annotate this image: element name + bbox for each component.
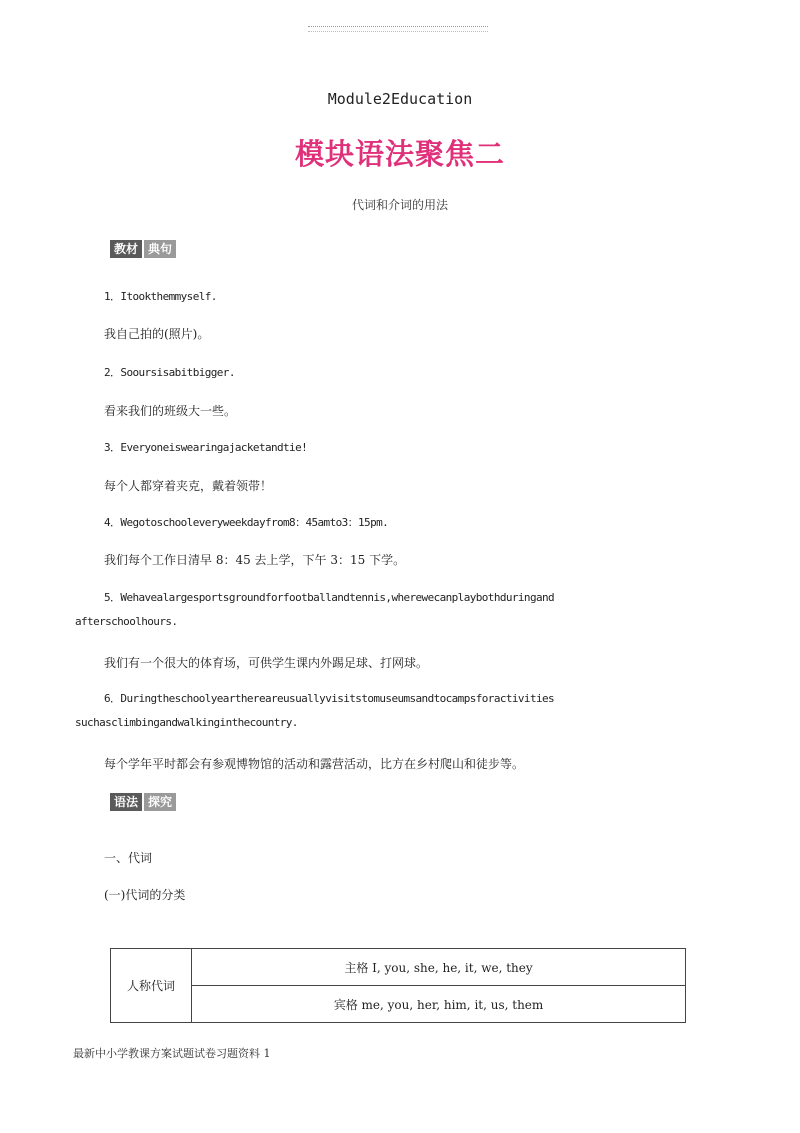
sentence-3-en: 3．Everyoneiswearingajacketandtie! (104, 441, 308, 454)
sentence-1-en: 1．Itookthemmyself. (104, 290, 217, 303)
sentence-5-zh: 我们有一个很大的体育场，可供学生课内外踢足球、打网球。 (104, 656, 429, 670)
sentence-2-en: 2．Sooursisabitbigger. (104, 366, 235, 379)
tag-part-1: 语法 (110, 793, 142, 811)
page-footer: 最新中小学教课方案试题试卷习题资料 1 (73, 1047, 271, 1060)
sentence-5-en-cont: afterschoolhours. (75, 615, 178, 628)
tag-part-2: 典句 (144, 240, 176, 258)
table-row (111, 986, 686, 1023)
sentence-2-zh: 看来我们的班级大一些。 (104, 404, 237, 418)
table-cell-objective: 宾格 me, you, her, him, it, us, them (192, 986, 686, 1023)
pronoun-table (110, 948, 686, 1023)
top-rule (308, 26, 488, 32)
sentence-1-zh: 我自己拍的(照片)。 (104, 327, 210, 341)
sentence-5-en: 5．Wehavealargesportsgroundforfootballandtennis,wherewecanplaybothduringand (104, 591, 555, 604)
grammar-subheading: (一)代词的分类 (104, 888, 186, 902)
sentence-6-en-cont: suchasclimbingandwalkinginthecountry. (75, 716, 298, 729)
sentence-6-zh: 每个学年平时都会有参观博物馆的活动和露营活动，比方在乡村爬山和徒步等。 (104, 757, 525, 771)
main-title: 模块语法聚焦二 (294, 137, 505, 171)
sentence-6-en: 6．Duringtheschoolyeartherearеusuallyvisitstomuseumsandtocampsforactivities (104, 692, 555, 705)
sentence-3-zh: 每个人都穿着夹克，戴着领带！ (104, 479, 273, 493)
textbook-sentences-tag (110, 240, 176, 258)
module-title: Module2Education (327, 90, 473, 108)
grammar-exploration-tag (110, 793, 176, 811)
sentence-4-zh: 我们每个工作日清早 8：45 去上学，下午 3：15 下学。 (104, 553, 406, 567)
sentence-4-en: 4．Wegotoschooleveryweekdayfrom8：45amto3：15pm. (104, 516, 389, 529)
table-category: 人称代词 (111, 949, 192, 1023)
subtitle: 代词和介词的用法 (351, 198, 448, 212)
table-cell-subjective: 主格 I, you, she, he, it, we, they (192, 949, 686, 986)
table-row (111, 949, 686, 986)
grammar-heading: 一、代词 (104, 851, 153, 865)
tag-part-1: 教材 (110, 240, 142, 258)
tag-part-2: 探究 (144, 793, 176, 811)
